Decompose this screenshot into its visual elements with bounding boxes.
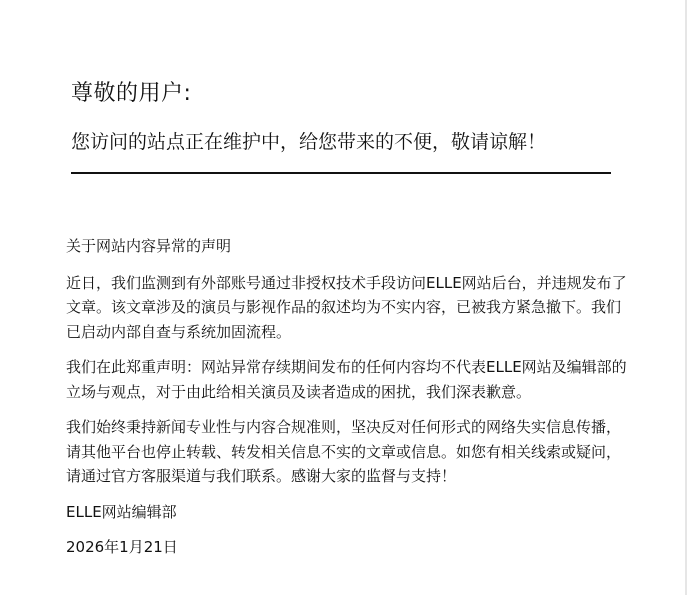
maintenance-header [71,78,611,174]
notice-paragraph-1: 近日，我们监测到有外部账号通过非授权技术手段访问ELLE网站后台，并违规发布了文章。该文章涉及的演员与影视作品的叙述均为不实内容，已被我方紧急撤下。我们已启动内部自查与系统加固流程。 [66,273,627,341]
notice-paragraph-2: 我们在此郑重声明：网站异常存续期间发布的任何内容均不代表ELLE网站及编辑部的立场与观点，对于由此给相关演员及读者造成的困扰，我们深表歉意。 [66,358,627,401]
notice-signature: ELLE网站编辑部 [66,502,177,521]
greeting-heading: 尊敬的用户: [71,81,192,106]
maintenance-message: 您访问的站点正在维护中，给您带来的不便，敬请谅解！ [71,131,547,153]
notice-title: 关于网站内容异常的声明 [66,237,232,255]
header-divider [71,172,611,174]
notice-date: 2026年1月21日 [66,538,178,556]
notice-section [66,234,631,571]
notice-paragraph-3: 我们始终秉持新闻专业性与内容合规准则，坚决反对任何形式的网络失实信息传播，请其他平台也停止转载、转发相关信息不实的文章或信息。如您有相关线索或疑问，请通过官方客服渠道与我们联系。感谢大家的监督与支持！ [66,418,622,485]
